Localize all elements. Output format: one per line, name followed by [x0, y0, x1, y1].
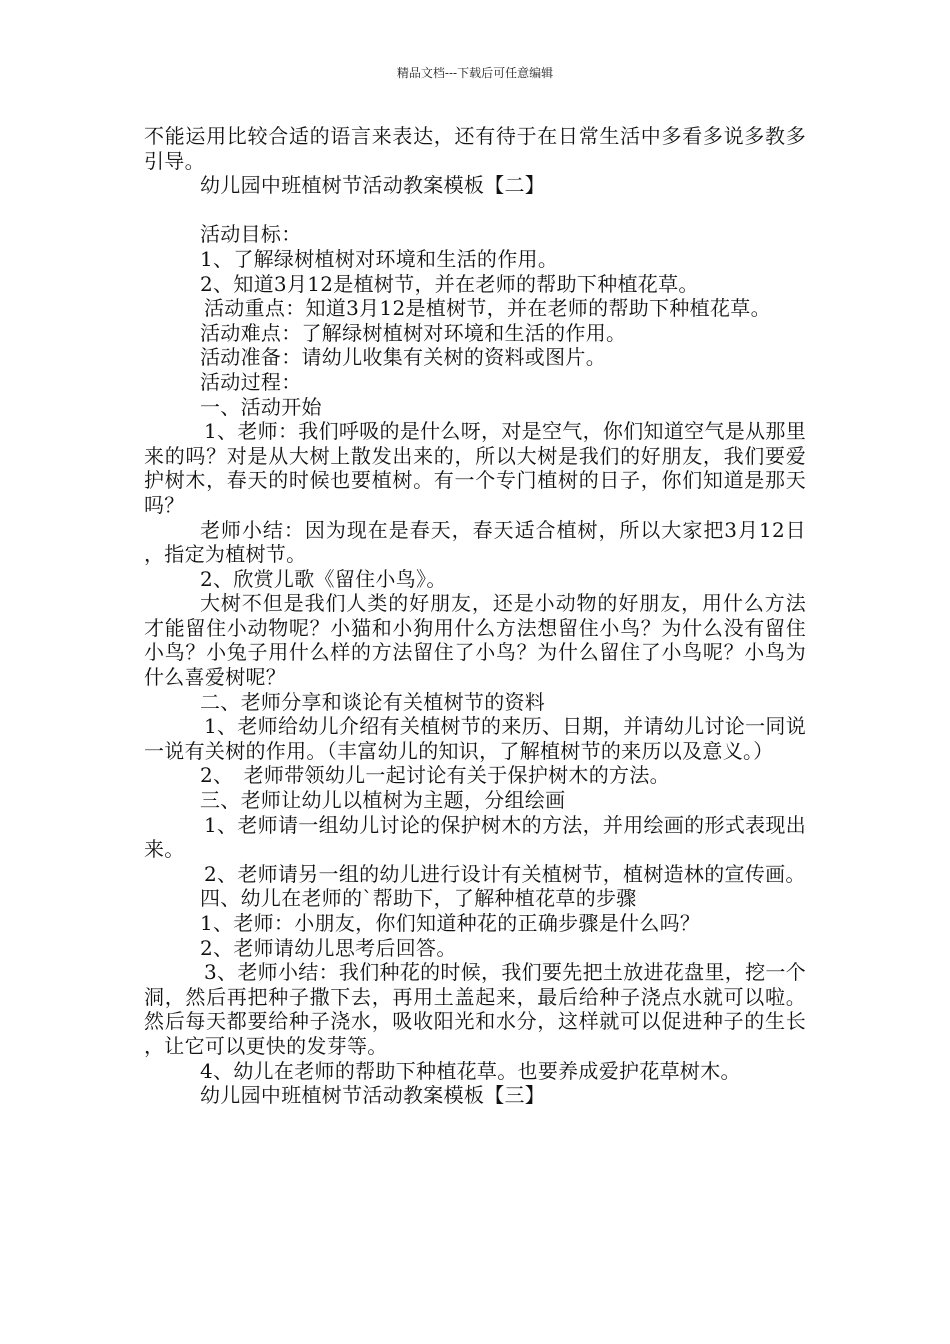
- paragraph: 四、幼儿在老师的`帮助下，了解种植花草的步骤: [200, 886, 637, 911]
- paragraph: 2、老师请另一组的幼儿进行设计有关植树节，植树造林的宣传画。: [204, 861, 806, 886]
- paragraph: 活动目标：: [200, 222, 302, 247]
- paragraph: 1、老师：我们呼吸的是什么呀，对是空气，你们知道空气是从那里来的吗？对是从大树上散发出来的，所以大树是我们的好朋友，我们要爱护树木，春天的时候也要植树。有一个专门植树的日子，你们知道是那天吗？: [144, 419, 806, 517]
- paragraph: 不能运用比较合适的语言来表达，还有待于在日常生活中多看多说多教多引导。: [144, 124, 806, 173]
- paragraph: 活动难点：了解绿树植树对环境和生活的作用。: [200, 320, 627, 345]
- blank-line: [144, 198, 806, 223]
- paragraph: 老师小结：因为现在是春天，春天适合植树，所以大家把3月12日，指定为植树节。: [144, 517, 806, 567]
- paragraph: 活动重点：知道3月12是植树节，并在老师的帮助下种植花草。: [204, 296, 771, 321]
- paragraph: 1、老师请一组幼儿讨论的保护树木的方法，并用绘画的形式表现出来。: [144, 812, 806, 862]
- paragraph: 活动准备：请幼儿收集有关树的资料或图片。: [200, 345, 606, 370]
- paragraph: 2、欣赏儿歌《留住小鸟》。: [200, 566, 447, 591]
- paragraph: 三、老师让幼儿以植树为主题，分组绘画: [200, 788, 566, 813]
- paragraph: 一、活动开始: [200, 394, 322, 419]
- paragraph: 2、 老师带领幼儿一起讨论有关于保护树木的方法。: [200, 763, 670, 788]
- paragraph: 二、老师分享和谈论有关植树节的资料: [200, 689, 546, 714]
- document-body: [144, 124, 806, 1108]
- paragraph: 2、知道3月12是植树节，并在老师的帮助下种植花草。: [200, 271, 699, 296]
- paragraph: 活动过程：: [200, 369, 302, 394]
- paragraph: 2、老师请幼儿思考后回答。: [200, 935, 457, 960]
- paragraph: 3、老师小结：我们种花的时候，我们要先把土放进花盘里，挖一个洞，然后再把种子撒下去，再用土盖起来，最后给种子浇点水就可以啦。然后每天都要给种子浇水，吸收阳光和水分，这样就可以促进种子的生长，让它可以更快的发芽等。: [144, 960, 806, 1058]
- paragraph: 4、幼儿在老师的帮助下种植花草。也要养成爱护花草树木。: [200, 1058, 741, 1083]
- paragraph: 1、老师给幼儿介绍有关植树节的来历、日期，并请幼儿讨论一同说一说有关树的作用。（丰富幼儿的知识，了解植树节的来历以及意义。）: [144, 714, 806, 763]
- paragraph: 大树不但是我们人类的好朋友，还是小动物的好朋友，用什么方法才能留住小动物呢？小猫和小狗用什么方法想留住小鸟？为什么没有留住小鸟？小兔子用什么样的方法留住了小鸟？为什么留住了小鸟呢？小鸟为什么喜爱树呢？: [144, 591, 806, 690]
- paragraph: 1、老师：小朋友，你们知道种花的正确步骤是什么吗？: [200, 911, 701, 935]
- page-header: 精品文档---下载后可任意编辑: [396, 66, 554, 80]
- section-heading: 幼儿园中班植树节活动教案模板【二】: [200, 173, 546, 198]
- paragraph: 1、了解绿树植树对环境和生活的作用。: [200, 246, 559, 271]
- section-heading: 幼儿园中班植树节活动教案模板【三】: [200, 1083, 546, 1108]
